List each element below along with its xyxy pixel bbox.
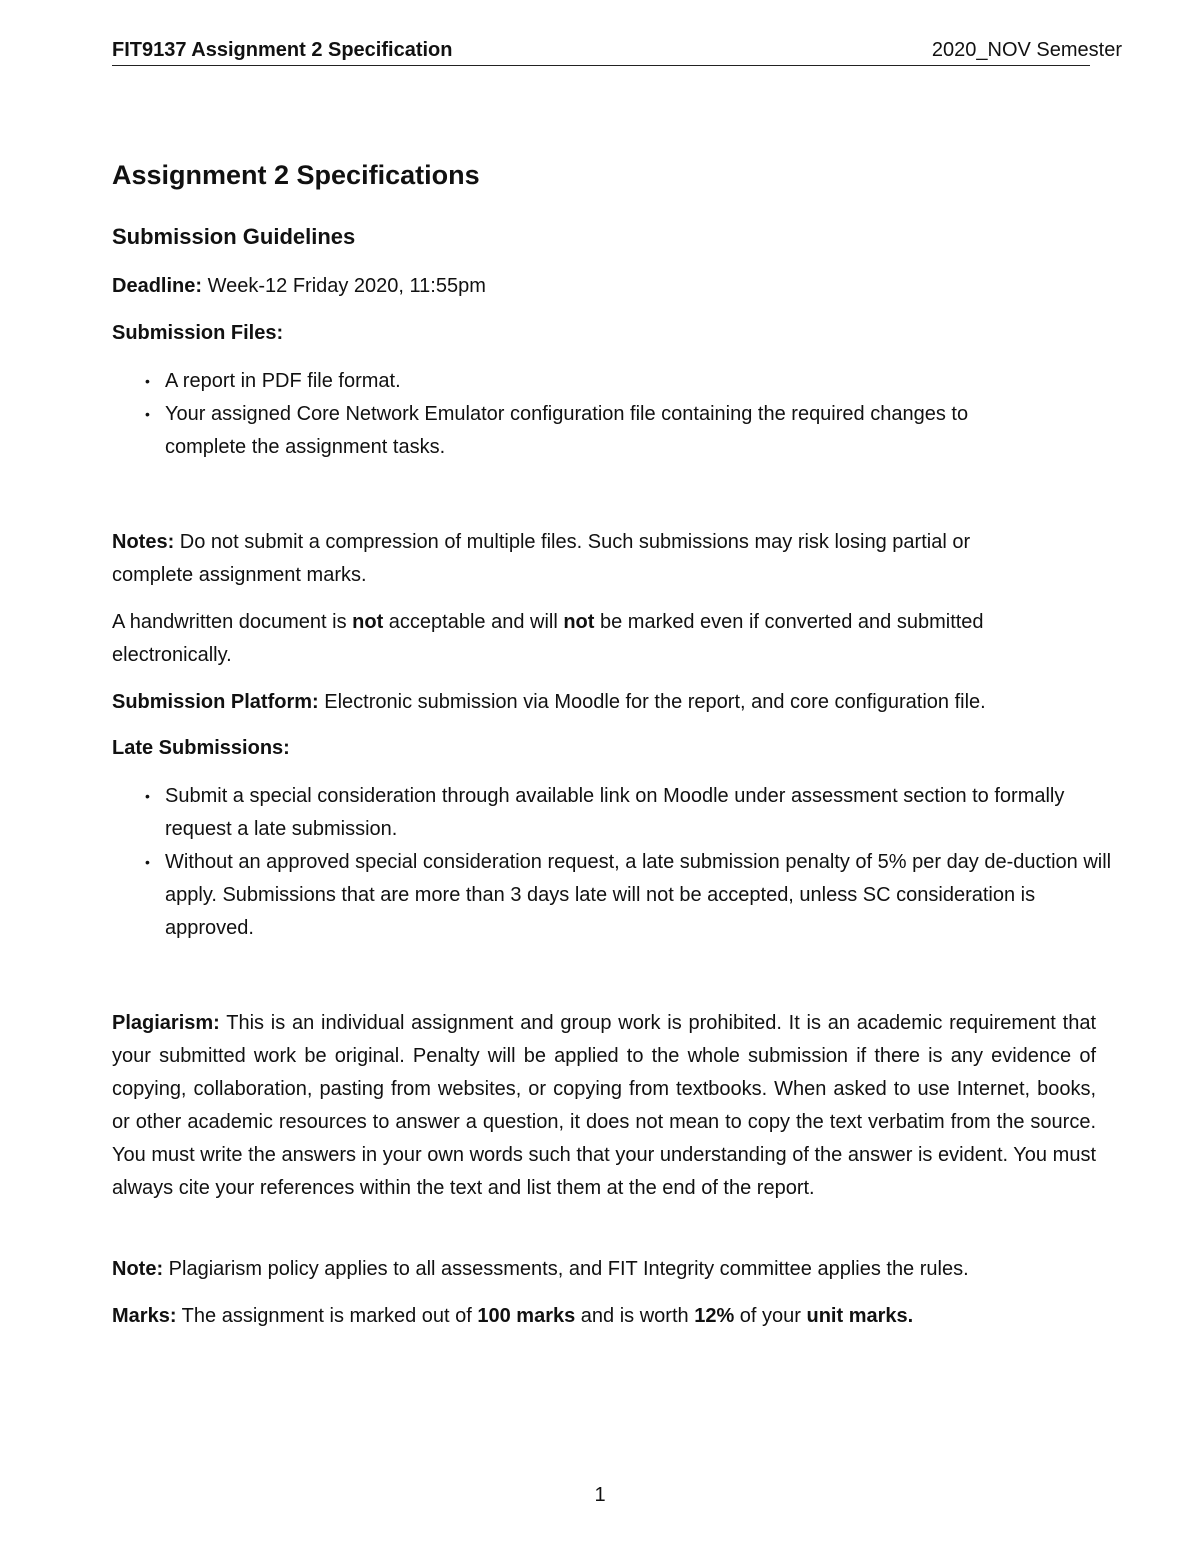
list-item: • Without an approved special consideration request, a late submission penalty of 5% per day de-duction will apply. Submissions that are more than 3 days late will not be accepted, unless SC consideration is approved. <box>112 846 1125 945</box>
marks-label: Marks: <box>112 1305 177 1327</box>
list-item: • A report in PDF file format. <box>112 365 1092 398</box>
list-item: • Submit a special consideration through available link on Moodle under assessment section to formally request a late submission. <box>112 780 1105 846</box>
bullet-icon: • <box>145 373 150 389</box>
header-semester: 2020_NOV Semester <box>931 39 1122 61</box>
late-submissions-list <box>112 780 1112 945</box>
late-submissions-label: Late Submissions: <box>112 737 290 759</box>
deadline-value: Week-12 Friday 2020, 11:55pm <box>202 275 486 297</box>
bullet-icon: • <box>145 788 150 804</box>
handwritten-paragraph: A handwritten document is not acceptable and will not be marked even if converted and submitted electronically. <box>112 611 984 666</box>
note-label: Note: <box>112 1258 164 1280</box>
submission-files-list <box>112 365 1092 464</box>
platform-label: Submission Platform: <box>112 691 319 713</box>
deadline-line <box>112 270 486 303</box>
list-item: • Your assigned Core Network Emulator configuration file containing the required changes to complete the assignment tasks. <box>112 398 1045 464</box>
header-title: FIT9137 Assignment 2 Specification <box>112 39 453 61</box>
platform-paragraph: Submission Platform: Electronic submission via Moodle for the report, and core configuration file. <box>112 691 986 713</box>
plagiarism-label: Plagiarism: <box>112 1012 220 1034</box>
plagiarism-paragraph: Plagiarism: This is an individual assignment and group work is prohibited. It is an academic requirement that your submitted work be original. Penalty will be applied to the whole submission if there is any evidence of copying, collaboration, pasting from websites, or copying from textbooks. When asked to use Internet, books, or other academic resources to answer a question, it does not mean to copy the text verbatim from the source. You must write the answers in your own words such that your understanding of the answer is evident. You must always cite your references within the text and list them at the end of the report. <box>112 1012 1096 1199</box>
bullet-icon: • <box>145 406 150 422</box>
notes-label: Notes: <box>112 531 175 553</box>
section-heading: Submission Guidelines <box>112 224 356 249</box>
notes-paragraph: Notes: Do not submit a compression of multiple files. Such submissions may risk losing partial or complete assignment marks. <box>112 531 971 586</box>
marks-paragraph: Marks: The assignment is marked out of 100 marks and is worth 12% of your unit marks. <box>112 1305 914 1327</box>
page-title: Assignment 2 Specifications <box>112 160 480 190</box>
page-number: 1 <box>594 1484 606 1506</box>
note-paragraph: Note: Plagiarism policy applies to all assessments, and FIT Integrity committee applies the rules. <box>112 1258 969 1280</box>
bullet-icon: • <box>145 854 150 870</box>
submission-files-label: Submission Files: <box>112 322 284 344</box>
deadline-label: Deadline: <box>112 275 203 297</box>
header-rule <box>112 65 1090 66</box>
